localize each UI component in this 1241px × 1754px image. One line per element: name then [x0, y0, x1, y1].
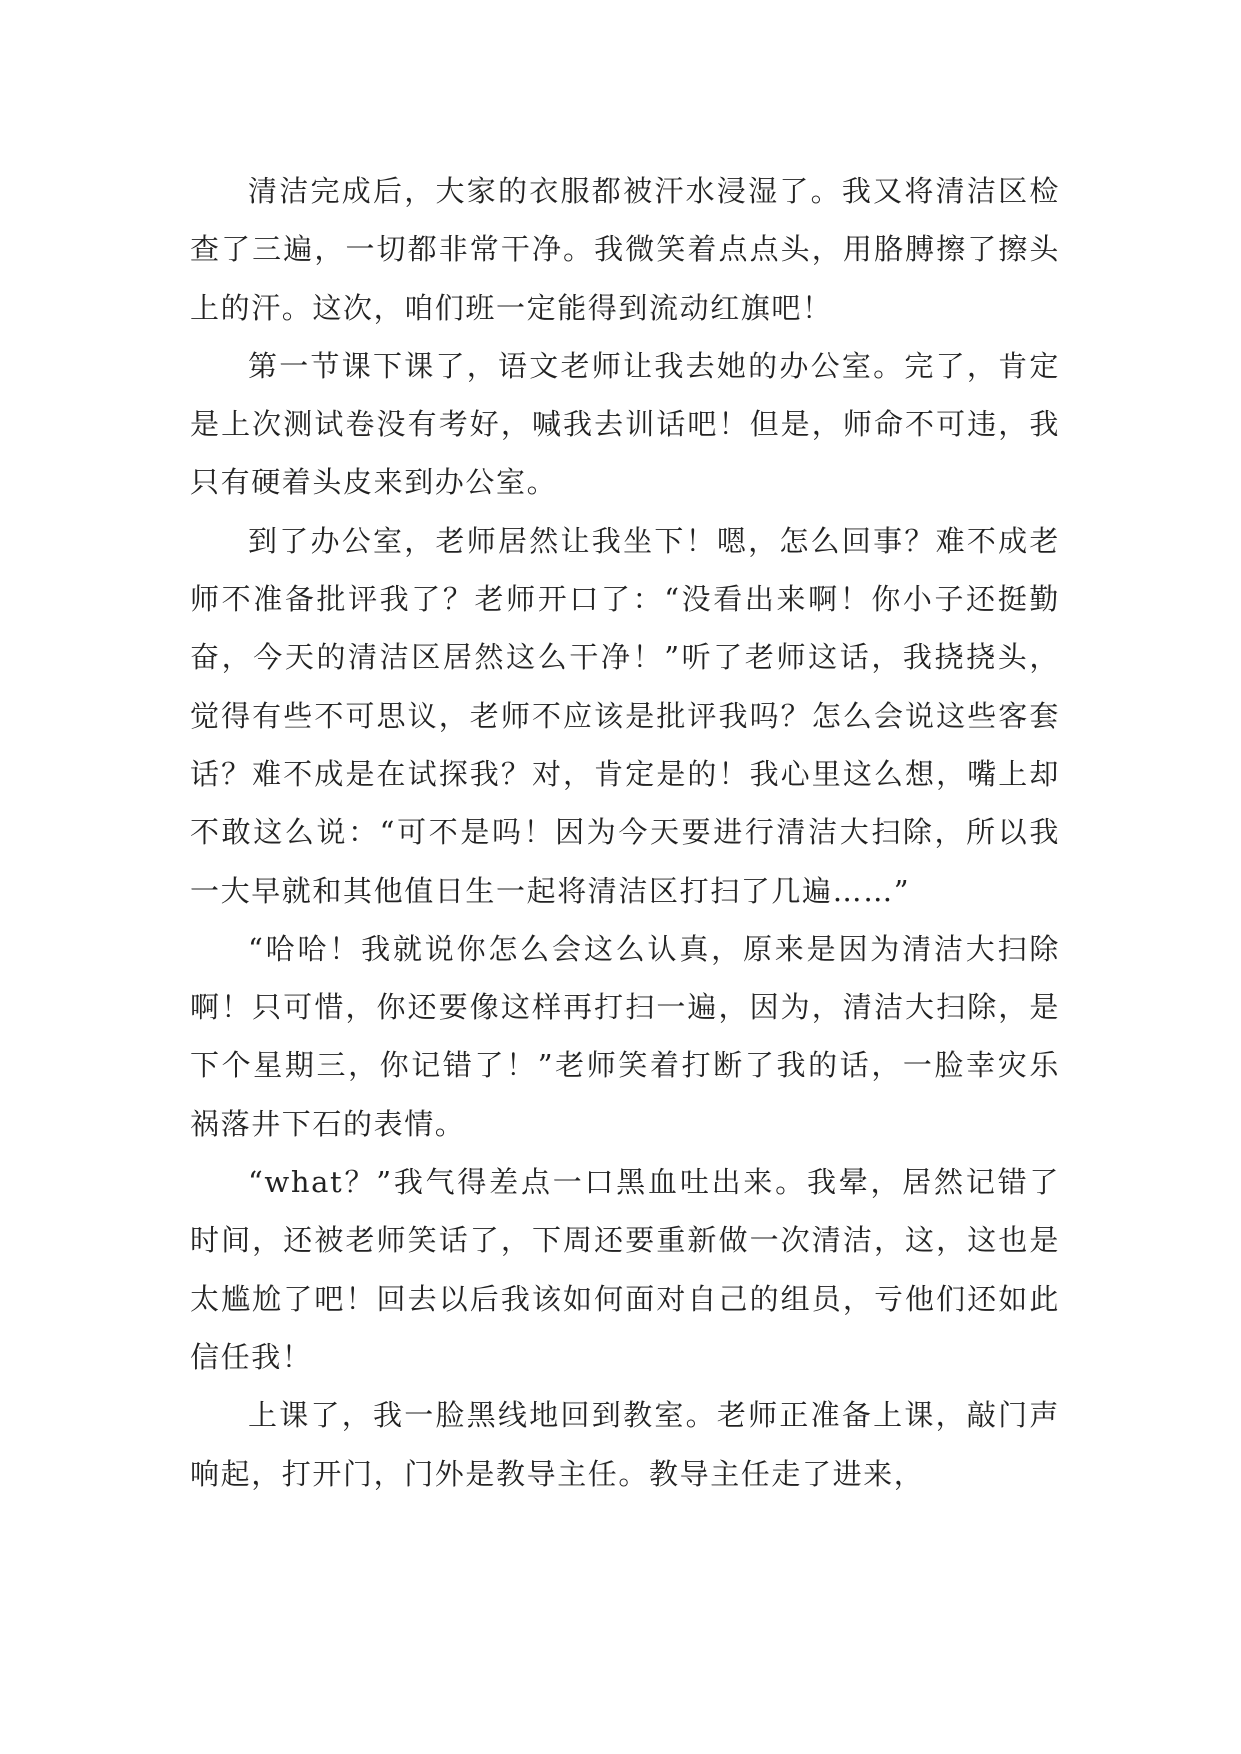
- paragraph: 到了办公室，老师居然让我坐下！嗯，怎么回事？难不成老师不准备批评我了？老师开口了：“没看出来啊！你小子还挺勤奋，今天的清洁区居然这么干净！”听了老师这话，我挠挠头，觉得有些不可思议，老师不应该是批评我吗？怎么会说这些客套话？难不成是在试探我？对，肯定是的！我心里这么想，嘴上却不敢这么说：“可不是吗！因为今天要进行清洁大扫除，所以我一大早就和其他值日生一起将清洁区打扫了几遍……”: [190, 523, 1060, 908]
- paragraph: “哈哈！我就说你怎么会这么认真，原来是因为清洁大扫除啊！只可惜，你还要像这样再打扫一遍，因为，清洁大扫除，是下个星期三，你记错了！”老师笑着打断了我的话，一脸幸灾乐祸落井下石的表情。: [190, 931, 1060, 1141]
- paragraph: 第一节课下课了，语文老师让我去她的办公室。完了，肯定是上次测试卷没有考好，喊我去训话吧！但是，师命不可违，我只有硬着头皮来到办公室。: [190, 348, 1060, 500]
- paragraph: 清洁完成后，大家的衣服都被汗水浸湿了。我又将清洁区检查了三遍，一切都非常干净。我微笑着点点头，用胳膊擦了擦头上的汗。这次，咱们班一定能得到流动红旗吧！: [190, 174, 1060, 325]
- document-body: [190, 162, 1060, 1503]
- paragraph: 上课了，我一脸黑线地回到教室。老师正准备上课，敲门声响起，打开门，门外是教导主任。教导主任走了进来，: [190, 1398, 1060, 1491]
- paragraph: “what？”我气得差点一口黑血吐出来。我晕，居然记错了时间，还被老师笑话了，下周还要重新做一次清洁，这，这也是太尴尬了吧！回去以后我该如何面对自己的组员，亏他们还如此信任我！: [190, 1165, 1060, 1374]
